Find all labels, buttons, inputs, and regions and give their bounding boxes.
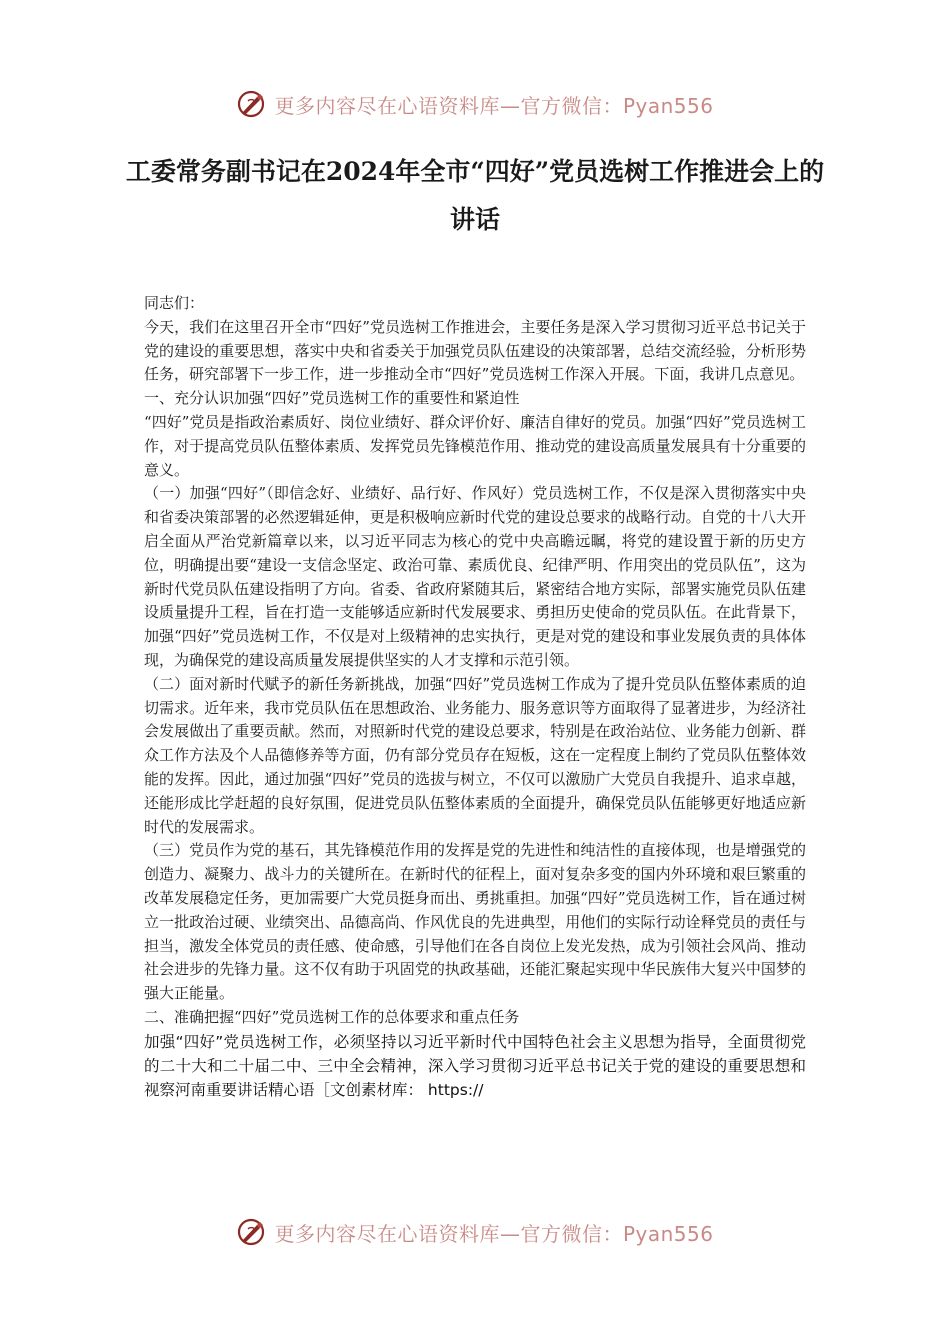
paragraph: “四好”党员是指政治素质好、岗位业绩好、群众评价好、廉洁自律好的党员。加强“四好”党员选树工作，对于提高党员队伍整体素质、发挥党员先锋模范作用、推动党的建设高质量发展具有十分重要的意义。 (144, 412, 806, 479)
document-title: 工委常务副书记在2024年全市“四好”党员选树工作推进会上的讲话 (125, 157, 825, 234)
paragraph-intro: 今天，我们在这里召开全市“四好”党员选树工作推进会，主要任务是深入学习贯彻习近平总书记关于党的建设的重要思想，落实中央和省委关于加强党员队伍建设的决策部署，总结交流经验，分析形势任务，研究部署下一步工作，进一步推动全市“四好”党员选树工作深入开展。下面，我讲几点意见。 (144, 317, 806, 384)
paragraph: （三）党员作为党的基石，其先锋模范作用的发挥是党的先进性和纯洁性的直接体现，也是增强党的创造力、凝聚力、战斗力的关键所在。在新时代的征程上，面对复杂多变的国内外环境和艰巨繁重的改革发展稳定任务，更加需要广大党员挺身而出、勇挑重担。加强“四好”党员选树工作，旨在通过树立一批政治过硬、业绩突出、品德高尚、作风优良的先进典型，用他们的实际行动诠释党员的责任与担当，激发全体党员的责任感、使命感，引导他们在各自岗位上发光发热，成为引领社会风尚、推动社会进步的先锋力量。这不仅有助于巩固党的执政基础，还能汇聚起实现中华民族伟大复兴中国梦的强大正能量。 (144, 841, 806, 1003)
pen-logo-icon (236, 89, 266, 119)
section-heading-2: 二、准确把握“四好”党员选树工作的总体要求和重点任务 (144, 1007, 520, 1026)
header-banner (0, 82, 950, 126)
paragraph: （二）面对新时代赋予的新任务新挑战，加强“四好”党员选树工作成为了提升党员队伍整体素质的迫切需求。近年来，我市党员队伍在思想政治、业务能力、服务意识等方面取得了显著进步，为经济社会发展做出了重要贡献。然而，对照新时代党的建设总要求，特别是在政治站位、业务能力创新、群众工作方法及个人品德修养等方面，仍有部分党员存在短板，这在一定程度上制约了党员队伍整体效能的发挥。因此，通过加强“四好”党员的选拔与树立，不仅可以激励广大党员自我提升、追求卓越，还能形成比学赶超的良好氛围，促进党员队伍整体素质的全面提升，确保党员队伍能够更好地适应新时代的发展需求。 (144, 674, 806, 836)
section-heading-1: 一、充分认识加强“四好”党员选树工作的重要性和紧迫性 (144, 389, 520, 408)
paragraph: 加强“四好”党员选树工作，必须坚持以习近平新时代中国特色社会主义思想为指导，全面贯彻党的二十大和二十届二中、三中全会精神，深入学习贯彻习近平总书记关于党的建设的重要思想和视察河南重要讲话精心语［文创素材库： https:// (144, 1032, 806, 1099)
banner-text: 更多内容尽在心语资料库—官方微信：Pyan556 (274, 93, 714, 118)
salutation: 同志们： (144, 294, 205, 312)
document-body (144, 292, 806, 1102)
paragraph: （一）加强“四好”（即信念好、业绩好、品行好、作风好）党员选树工作，不仅是深入贯彻落实中央和省委决策部署的必然逻辑延伸，更是积极响应新时代党的建设总要求的战略行动。自党的十八大开启全面从严治党新篇章以来，以习近平同志为核心的党中央高瞻远瞩，将党的建设置于新的历史方位，明确提出要“建设一支信念坚定、政治可靠、素质优良、纪律严明、作用突出的党员队伍”，这为新时代党员队伍建设指明了方向。省委、省政府紧随其后，紧密结合地方实际，部署实施党员队伍建设质量提升工程，旨在打造一支能够适应新时代发展要求、勇担历史使命的党员队伍。在此背景下，加强“四好”党员选树工作，不仅是对上级精神的忠实执行，更是对党的建设和事业发展负责的具体体现，为确保党的建设高质量发展提供坚实的人才支撑和示范引领。 (144, 484, 806, 669)
footer-banner (0, 1210, 950, 1254)
pen-logo-icon (236, 1217, 266, 1247)
banner-text: 更多内容尽在心语资料库—官方微信：Pyan556 (274, 1221, 714, 1246)
